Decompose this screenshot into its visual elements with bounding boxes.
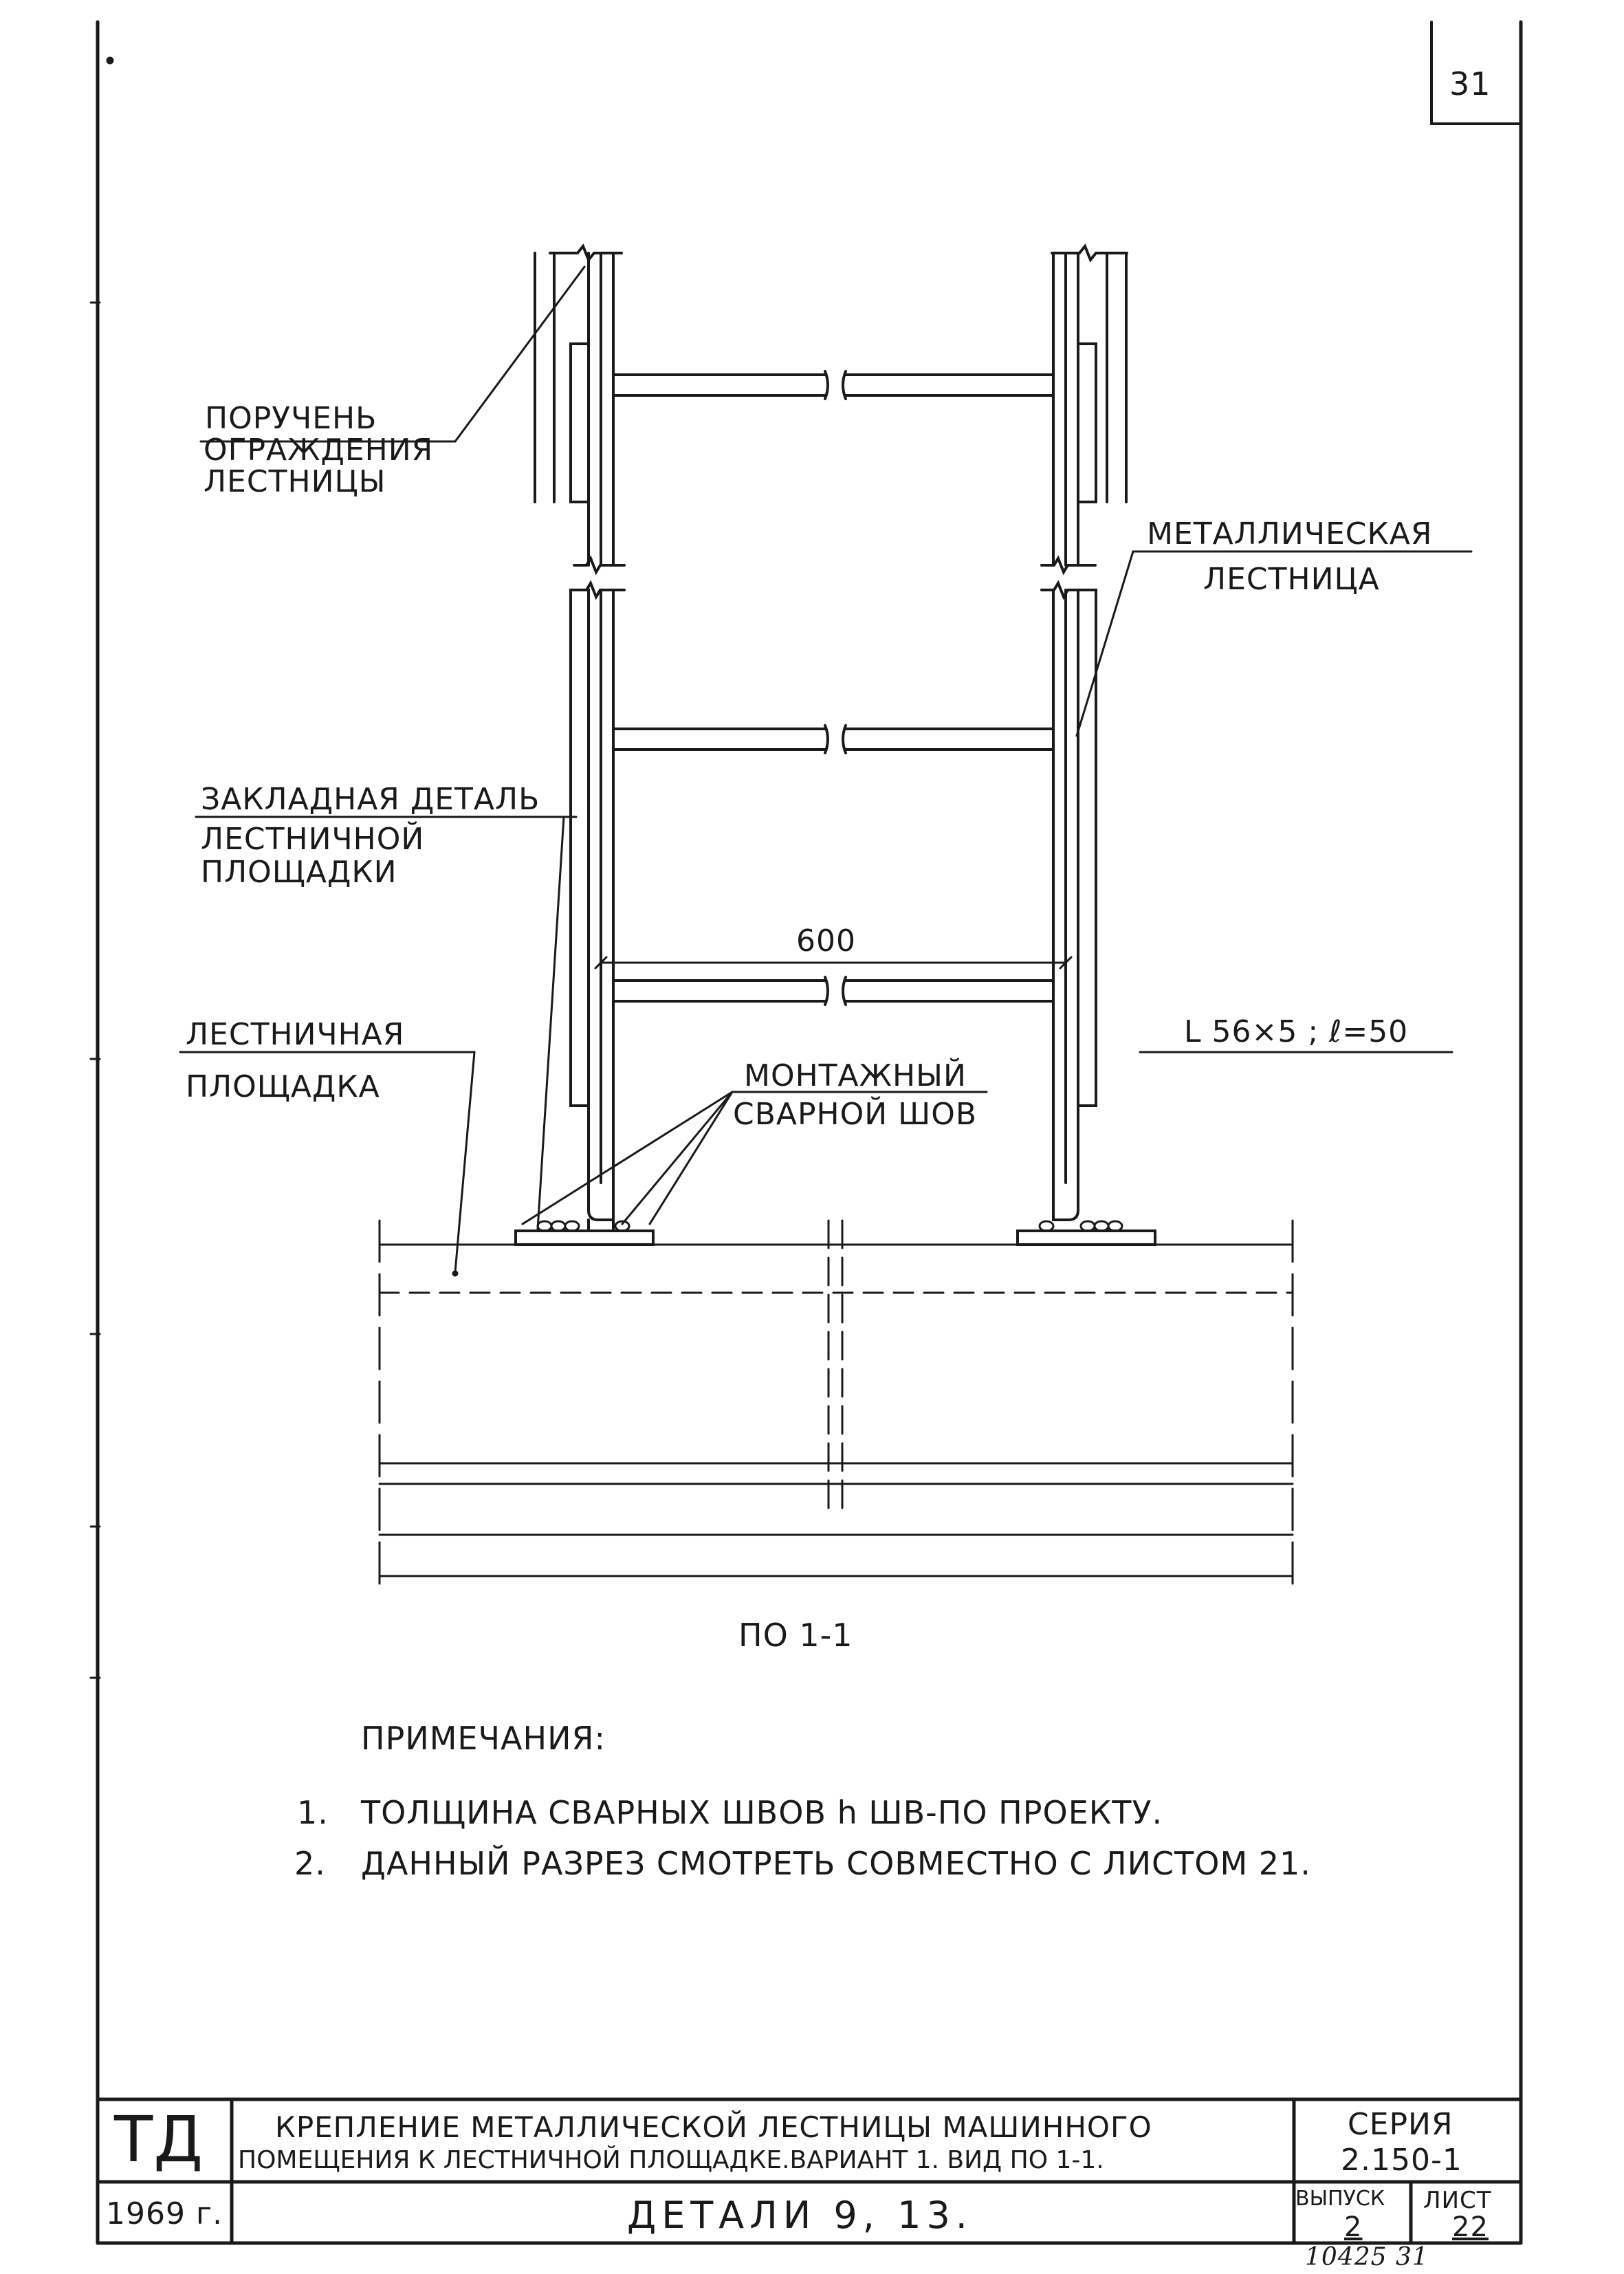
edge-ticks <box>91 58 113 1678</box>
label-handrail-line1: ПОРУЧЕНЬ <box>205 401 377 436</box>
label-metal-ladder-line1: МЕТАЛЛИЧЕСКАЯ <box>1147 516 1433 551</box>
title-block-title-line1: КРЕПЛЕНИЕ МЕТАЛЛИЧЕСКОЙ ЛЕСТНИЦЫ МАШИННОГО <box>275 2110 1152 2144</box>
label-weld-line1: МОНТАЖНЫЙ <box>744 1058 967 1093</box>
title-block-series-value: 2.150-1 <box>1341 2143 1462 2178</box>
right-weld-seam <box>1040 1221 1122 1231</box>
sheet-number: 31 <box>1449 65 1491 102</box>
note-1-number: 1. <box>297 1794 329 1831</box>
title-block-title-line2: ПОМЕЩЕНИЯ К ЛЕСТНИЧНОЙ ПЛОЩАДКЕ.ВАРИАНТ 1. ВИД ПО 1-1. <box>238 2146 1104 2174</box>
right-base-angle <box>1018 1183 1155 1245</box>
title-block-details: ДЕТАЛИ 9, 13. <box>627 2194 973 2237</box>
left-handrail <box>535 253 589 1106</box>
label-handrail-line2: ОГРАЖДЕНИЯ <box>204 433 434 468</box>
view-caption: ПО 1-1 <box>738 1617 853 1654</box>
title-block-org: ТД <box>114 2103 204 2176</box>
label-embedded-part-line2: ЛЕСТНИЧНОЙ <box>201 822 425 857</box>
right-handrail <box>1078 253 1126 1106</box>
dimension-600-label: 600 <box>796 923 856 959</box>
title-block-year: 1969 г. <box>106 2196 223 2231</box>
note-2-text: ДАННЫЙ РАЗРЕЗ СМОТРЕТЬ СОВМЕСТНО С ЛИСТОМ 21. <box>361 1845 1311 1882</box>
sheet-frame <box>98 22 1521 2243</box>
title-block-series-label: СЕРИЯ <box>1348 2107 1453 2142</box>
title-block-sheet-value: 22 <box>1452 2211 1489 2243</box>
angle-spec-label: L 56×5 ; ℓ=50 <box>1184 1014 1409 1049</box>
landing-slab <box>380 1221 1293 1585</box>
label-handrail-line3: ЛЕСТНИЦЫ <box>204 464 386 499</box>
title-block-issue-label: ВЫПУСК <box>1295 2187 1385 2211</box>
left-base-angle <box>516 1183 653 1245</box>
note-2-number: 2. <box>294 1845 326 1882</box>
archive-number: 10425 31 <box>1305 2243 1429 2271</box>
title-block-sheet-label: ЛИСТ <box>1423 2187 1492 2214</box>
left-weld-seam <box>538 1221 629 1231</box>
title-block-issue-value: 2 <box>1344 2211 1363 2243</box>
note-1-text: ТОЛЩИНА СВАРНЫХ ШВОВ h ШВ-ПО ПРОЕКТУ. <box>361 1794 1163 1831</box>
label-embedded-part-line3: ПЛОЩАДКИ <box>201 855 397 890</box>
dimension-line-600 <box>595 957 1071 968</box>
label-embedded-part-line1: ЗАКЛАДНАЯ ДЕТАЛЬ <box>201 782 540 817</box>
notes-title: ПРИМЕЧАНИЯ: <box>361 1720 606 1757</box>
label-landing-line1: ЛЕСТНИЧНАЯ <box>186 1017 405 1052</box>
label-weld-line2: СВАРНОЙ ШОВ <box>733 1097 978 1132</box>
label-metal-ladder-line2: ЛЕСТНИЦА <box>1203 562 1380 597</box>
ladder-rungs <box>613 371 1053 1005</box>
label-landing-line2: ПЛОЩАДКА <box>186 1069 380 1104</box>
